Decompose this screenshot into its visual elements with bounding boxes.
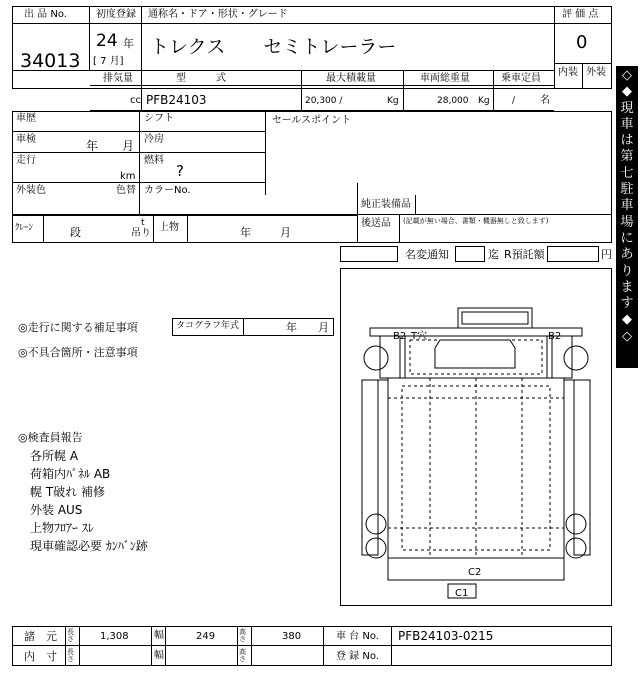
chassis-value: PFB24103-0215	[398, 629, 494, 643]
height-value: 380	[282, 631, 302, 642]
side-char: ◇	[622, 328, 632, 344]
side-char: 七	[620, 165, 634, 181]
capacity-value: /	[512, 96, 516, 106]
details-row-2	[12, 132, 266, 153]
name-change-box	[340, 246, 398, 262]
side-char: ま	[620, 279, 634, 295]
top-label: 上物	[159, 222, 179, 233]
wheel-rear-left-1	[366, 514, 386, 534]
inspection-label: 車検	[16, 134, 36, 145]
first-reg-year: 24	[96, 31, 118, 51]
side-char: 現	[620, 100, 634, 116]
deposit-label: 迄	[488, 248, 499, 261]
recycle-box	[547, 246, 599, 262]
fuel-label: 燃料	[144, 155, 164, 166]
max-load-label: 最大積載量	[326, 73, 376, 84]
windshield	[435, 340, 515, 368]
tachograph-label: タコグラフ年式	[176, 321, 240, 331]
report-line: 上物ﾌﾛｱｰ ｽﾚ	[30, 521, 94, 535]
inner-length-label: 長さ	[67, 648, 74, 663]
mark-b2-right: B2	[548, 331, 562, 342]
model-value: PFB24103	[146, 93, 207, 107]
front-roof	[458, 308, 532, 328]
side-char: は	[620, 133, 634, 149]
height-label: 高さ	[239, 628, 246, 643]
mark-c1: C1	[455, 588, 469, 599]
vehicle-name-label: 通称名・ドア・形状・グレード	[148, 9, 288, 20]
details-row-1	[12, 111, 266, 132]
color-change-label: 色替	[116, 185, 136, 196]
defects-label: ◎不具合箇所・注意事項	[18, 346, 138, 359]
top-year: 年	[240, 226, 251, 239]
side-char: ◇	[622, 68, 632, 83]
side-notice	[616, 66, 638, 368]
model-label: 型 式	[176, 73, 226, 84]
spec-row-bottom	[90, 86, 554, 111]
report-line: 各所幌 A	[30, 449, 79, 463]
details-row-3	[12, 153, 266, 183]
travel-notes-label: ◎走行に関する補足事項	[18, 321, 138, 334]
vehicle-name: トレクス セミトレーラー	[150, 36, 397, 58]
report-line: 現車確認必要 ｶﾝﾊﾞﾝ跡	[30, 539, 148, 553]
mark-t-hole: T穴	[411, 331, 428, 342]
tacho-month: 月	[318, 321, 329, 334]
fuel-value: ?	[176, 162, 184, 180]
reg-no-label: 登 録 No.	[336, 651, 379, 662]
max-load-unit: Kg	[387, 96, 399, 106]
top-month: 月	[280, 226, 291, 239]
side-char: 車	[620, 116, 634, 132]
wheel-front-right	[564, 346, 588, 370]
side-char: 第	[620, 149, 634, 165]
gross-weight-value: 28,000	[437, 96, 469, 106]
post-delivery-label: 後送品	[361, 218, 391, 229]
tacho-year: 年	[286, 321, 297, 334]
max-load-value: 20,300 /	[305, 96, 343, 106]
inspection-month: 月	[122, 139, 135, 153]
first-reg-label: 初度登録	[96, 9, 136, 20]
mark-b2-left: B2	[393, 331, 407, 342]
inner-height-label: 高さ	[239, 648, 246, 663]
report-lines	[30, 447, 310, 555]
side-char: ◆	[622, 84, 632, 100]
exterior-label: 外装	[586, 67, 606, 78]
ext-color-label: 外装色	[16, 185, 46, 196]
crane-ton-unit: t	[141, 218, 145, 228]
lot-label: 出 品 No.	[24, 9, 67, 20]
crane-label: ｸﾚｰﾝ	[15, 223, 34, 233]
mileage-label: 走行	[16, 155, 36, 166]
side-char: 駐	[620, 182, 634, 198]
history-label: 車歴	[16, 113, 36, 124]
crane-hoist-unit: 吊り	[131, 228, 151, 239]
crane-stage-unit: 段	[70, 226, 81, 239]
report-line: 外装 AUS	[30, 503, 83, 517]
post-delivery-note: (記載が無い場合、書類・機器無しと致します)	[403, 217, 549, 225]
side-char: 車	[620, 198, 634, 214]
inner-width-label: 幅	[154, 650, 164, 661]
genuine-equipment-label: 純正装備品	[361, 199, 411, 210]
cab-front	[405, 336, 547, 378]
inspection-year: 年	[86, 139, 99, 153]
side-char: り	[620, 263, 634, 279]
vehicle-diagram	[340, 268, 612, 606]
yen-unit: 円	[601, 248, 612, 261]
length-label: 長さ	[67, 628, 74, 643]
first-reg-year-unit: 年	[123, 37, 134, 50]
name-change-label: 名変通知	[405, 248, 449, 261]
inner-label: 内 寸	[24, 650, 57, 663]
gross-weight-label: 車両総重量	[420, 73, 470, 84]
gross-weight-unit: Kg	[478, 96, 490, 106]
displacement-unit: cc	[130, 95, 141, 106]
side-char: す	[620, 296, 634, 312]
mark-c2: C2	[468, 567, 482, 578]
ac-label: 冷房	[144, 134, 164, 145]
length-value: 1,308	[100, 631, 129, 642]
interior-label: 内装	[558, 67, 578, 78]
side-char: あ	[620, 247, 634, 263]
width-label: 幅	[154, 630, 164, 641]
report-line: 荷箱内ﾊﾟﾈﾙ AB	[30, 467, 111, 481]
wheel-rear-right-1	[566, 514, 586, 534]
width-value: 249	[196, 631, 216, 642]
mileage-unit: km	[120, 171, 136, 182]
wheel-front-left	[364, 346, 388, 370]
score-value: 0	[576, 32, 588, 53]
first-reg-month: [ 7 月]	[93, 56, 124, 67]
inspector-label: ◎検査員報告	[18, 431, 83, 444]
displacement-label: 排気量	[103, 73, 133, 84]
sales-point-label: セールスポイント	[272, 115, 352, 126]
chassis-label: 車 台 No.	[336, 631, 379, 642]
side-char: 場	[620, 214, 634, 230]
score-label: 評 価 点	[562, 9, 599, 20]
side-right	[574, 380, 590, 555]
lot-number: 34013	[20, 50, 81, 72]
color-no-label: カラーNo.	[144, 185, 191, 196]
shift-label: シフト	[144, 113, 174, 124]
side-char: に	[620, 230, 634, 246]
recycle-label: R預託額	[504, 248, 545, 261]
name-change-date-box	[455, 246, 485, 262]
side-char: ◆	[622, 312, 632, 328]
side-left	[362, 380, 378, 555]
capacity-label: 乗車定員	[501, 73, 541, 84]
capacity-unit: 名	[540, 95, 550, 106]
report-line: 幌 T破れ 補修	[30, 485, 105, 499]
spec-label: 諸 元	[24, 630, 57, 643]
